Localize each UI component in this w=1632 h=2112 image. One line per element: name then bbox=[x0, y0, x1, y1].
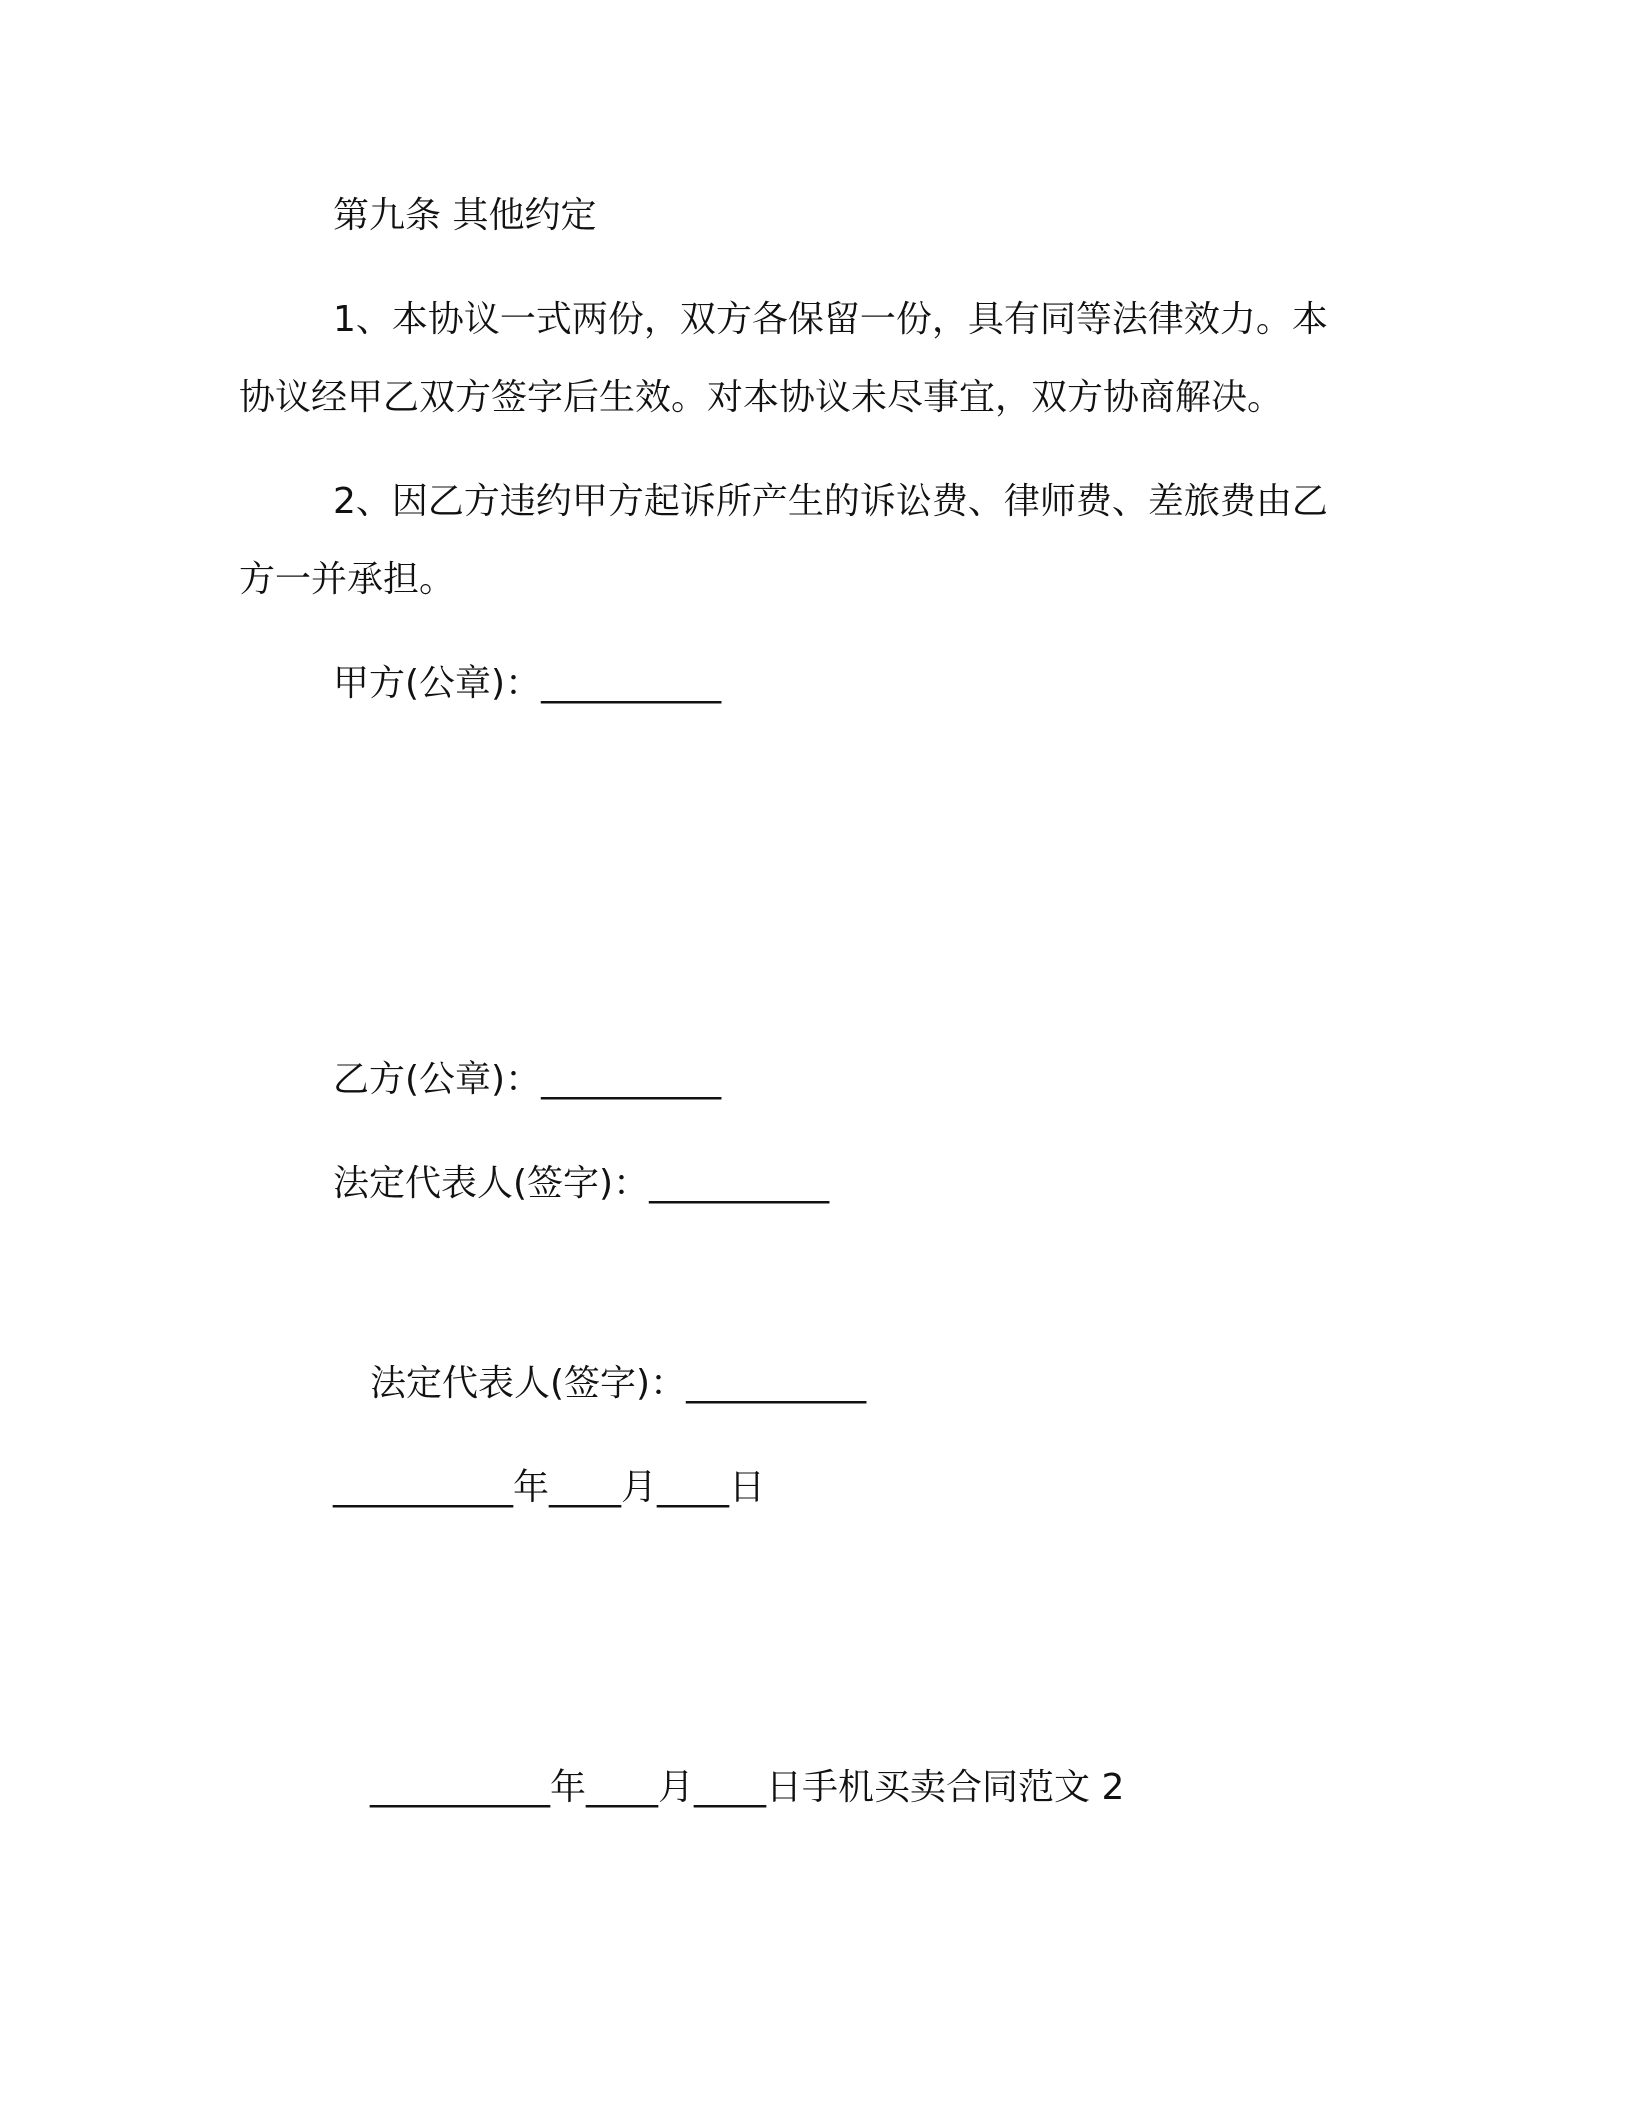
legal-rep-signature-line-2: 法定代表人(签字)：__________ bbox=[370, 1363, 867, 1404]
legal-rep-signature-line: 法定代表人(签字)：__________ bbox=[333, 1163, 830, 1204]
clause-1-line-1: 1、本协议一式两份，双方各保留一份，具有同等法律效力。本 bbox=[333, 299, 1328, 340]
clause-1-line-2: 协议经甲乙双方签字后生效。对本协议未尽事宜，双方协商解决。 bbox=[239, 377, 1284, 418]
date-line: __________年____月____日 bbox=[333, 1467, 765, 1508]
party-b-seal-line: 乙方(公章)：__________ bbox=[333, 1059, 722, 1100]
clause-2-line-1: 2、因乙方违约甲方起诉所产生的诉讼费、律师费、差旅费由乙 bbox=[333, 481, 1328, 522]
article-title: 第九条 其他约定 bbox=[333, 195, 597, 236]
party-a-seal-line: 甲方(公章)：__________ bbox=[333, 663, 722, 704]
clause-2-line-2: 方一并承担。 bbox=[239, 559, 456, 600]
date-line-with-title: __________年____月____日手机买卖合同范文 2 bbox=[370, 1767, 1125, 1808]
